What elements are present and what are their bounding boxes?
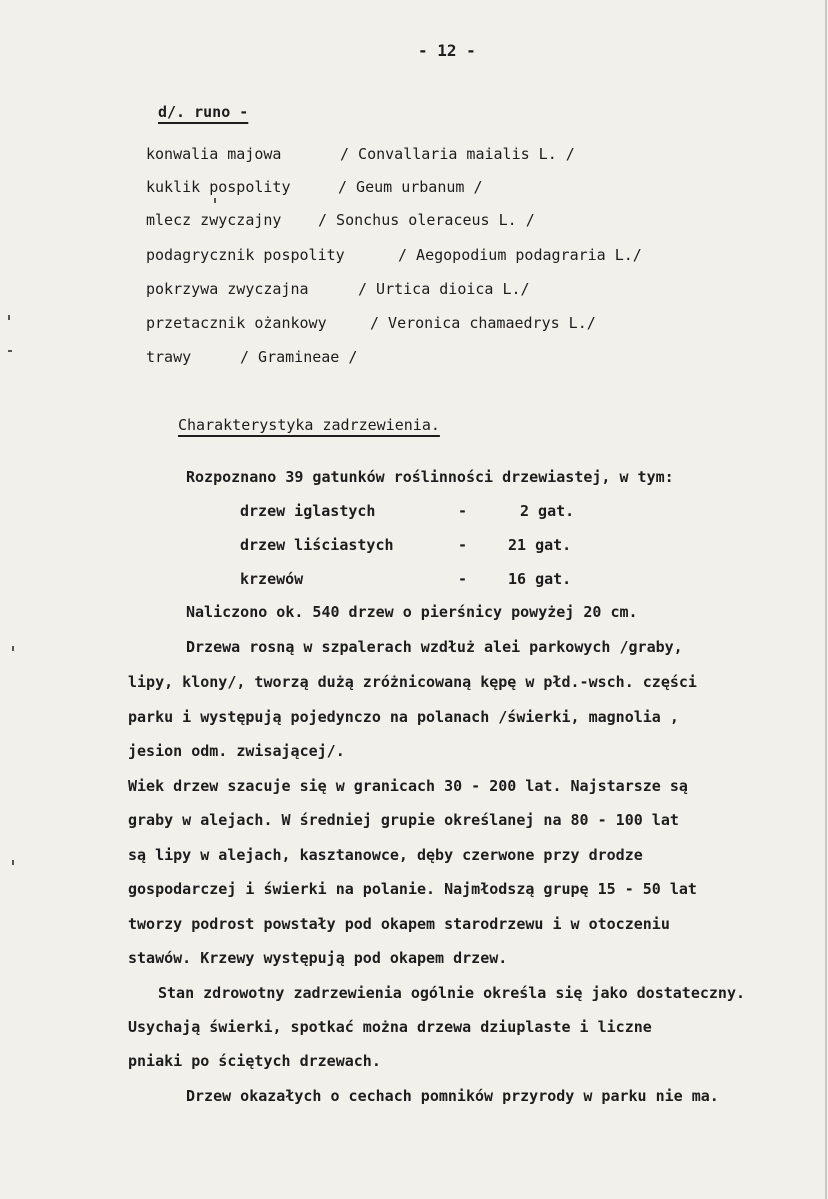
paragraph-line: parku i występują pojedynczo na polanach /świerki, magnolia ,	[128, 708, 679, 726]
paragraph-line: pniaki po ściętych drzewach.	[128, 1052, 381, 1070]
species-common: podagrycznik pospolity	[146, 246, 345, 264]
stat-label: drzew liściastych	[240, 536, 394, 554]
species-latin: / Gramineae /	[240, 348, 358, 366]
stat-label: drzew iglastych	[240, 502, 376, 520]
scan-speck	[12, 646, 14, 651]
scan-speck	[8, 315, 10, 320]
species-common: kuklik pospolity	[146, 178, 291, 196]
species-latin: / Urtica dioica L./	[358, 280, 530, 298]
count-line: Naliczono ok. 540 drzew o pierśnicy powyżej 20 cm.	[186, 603, 638, 621]
paragraph-line: Drzewa rosną w szpalerach wzdłuż alei parkowych /graby,	[186, 638, 683, 656]
species-latin: / Convallaria maialis L. /	[340, 145, 575, 163]
paragraph-line: Wiek drzew szacuje się w granicach 30 - 200 lat. Najstarsze są	[128, 777, 688, 795]
paragraph-line: Stan zdrowotny zadrzewienia ogólnie określa się jako dostateczny.	[158, 984, 745, 1002]
stat-value: 2 gat.	[520, 502, 575, 520]
species-latin: / Geum urbanum /	[338, 178, 483, 196]
species-common: konwalia majowa	[146, 145, 282, 163]
stat-dash: -	[458, 570, 468, 588]
scan-speck	[8, 350, 12, 352]
species-latin: / Aegopodium podagraria L./	[398, 246, 642, 264]
species-latin: / Veronica chamaedrys L./	[370, 314, 596, 332]
stand-heading: Charakterystyka zadrzewienia.	[178, 416, 440, 434]
paragraph-line: jesion odm. zwisającej/.	[128, 742, 345, 760]
paragraph-line: są lipy w alejach, kasztanowce, dęby czerwone przy drodze	[128, 846, 643, 864]
recognized-intro: Rozpoznano 39 gatunków roślinności drzewiastej, w tym:	[186, 468, 674, 486]
species-latin: / Sonchus oleraceus L. /	[318, 211, 535, 229]
page-number: - 12 -	[418, 41, 476, 60]
species-common: trawy	[146, 348, 192, 366]
species-common: mlecz zwyczajny	[146, 211, 282, 229]
paragraph-line: graby w alejach. W średniej grupie określanej na 80 - 100 lat	[128, 811, 679, 829]
closing-line: Drzew okazałych o cechach pomników przyrody w parku nie ma.	[186, 1087, 719, 1105]
paragraph-line: lipy, klony/, tworzą dużą zróżnicowaną kępę w płd.-wsch. części	[128, 673, 697, 691]
paragraph-line: tworzy podrost powstały pod okapem starodrzewu i w otoczeniu	[128, 915, 670, 933]
paragraph-line: Usychają świerki, spotkać można drzewa dziuplaste i liczne	[128, 1018, 652, 1036]
stat-value: 21 gat.	[508, 536, 572, 554]
paragraph-line: stawów. Krzewy występują pod okapem drzew.	[128, 949, 508, 967]
paragraph-line: gospodarczej i świerki na polanie. Najmłodszą grupę 15 - 50 lat	[128, 880, 697, 898]
stat-value: 16 gat.	[508, 570, 572, 588]
scan-speck	[214, 198, 216, 203]
species-common: pokrzywa zwyczajna	[146, 280, 309, 298]
stat-label: krzewów	[240, 570, 304, 588]
page-edge	[825, 0, 827, 1199]
stat-dash: -	[458, 536, 468, 554]
stat-dash: -	[458, 502, 468, 520]
scan-speck	[12, 860, 14, 865]
section-heading-runo: d/. runo -	[158, 103, 249, 121]
species-common: przetacznik ożankowy	[146, 314, 327, 332]
